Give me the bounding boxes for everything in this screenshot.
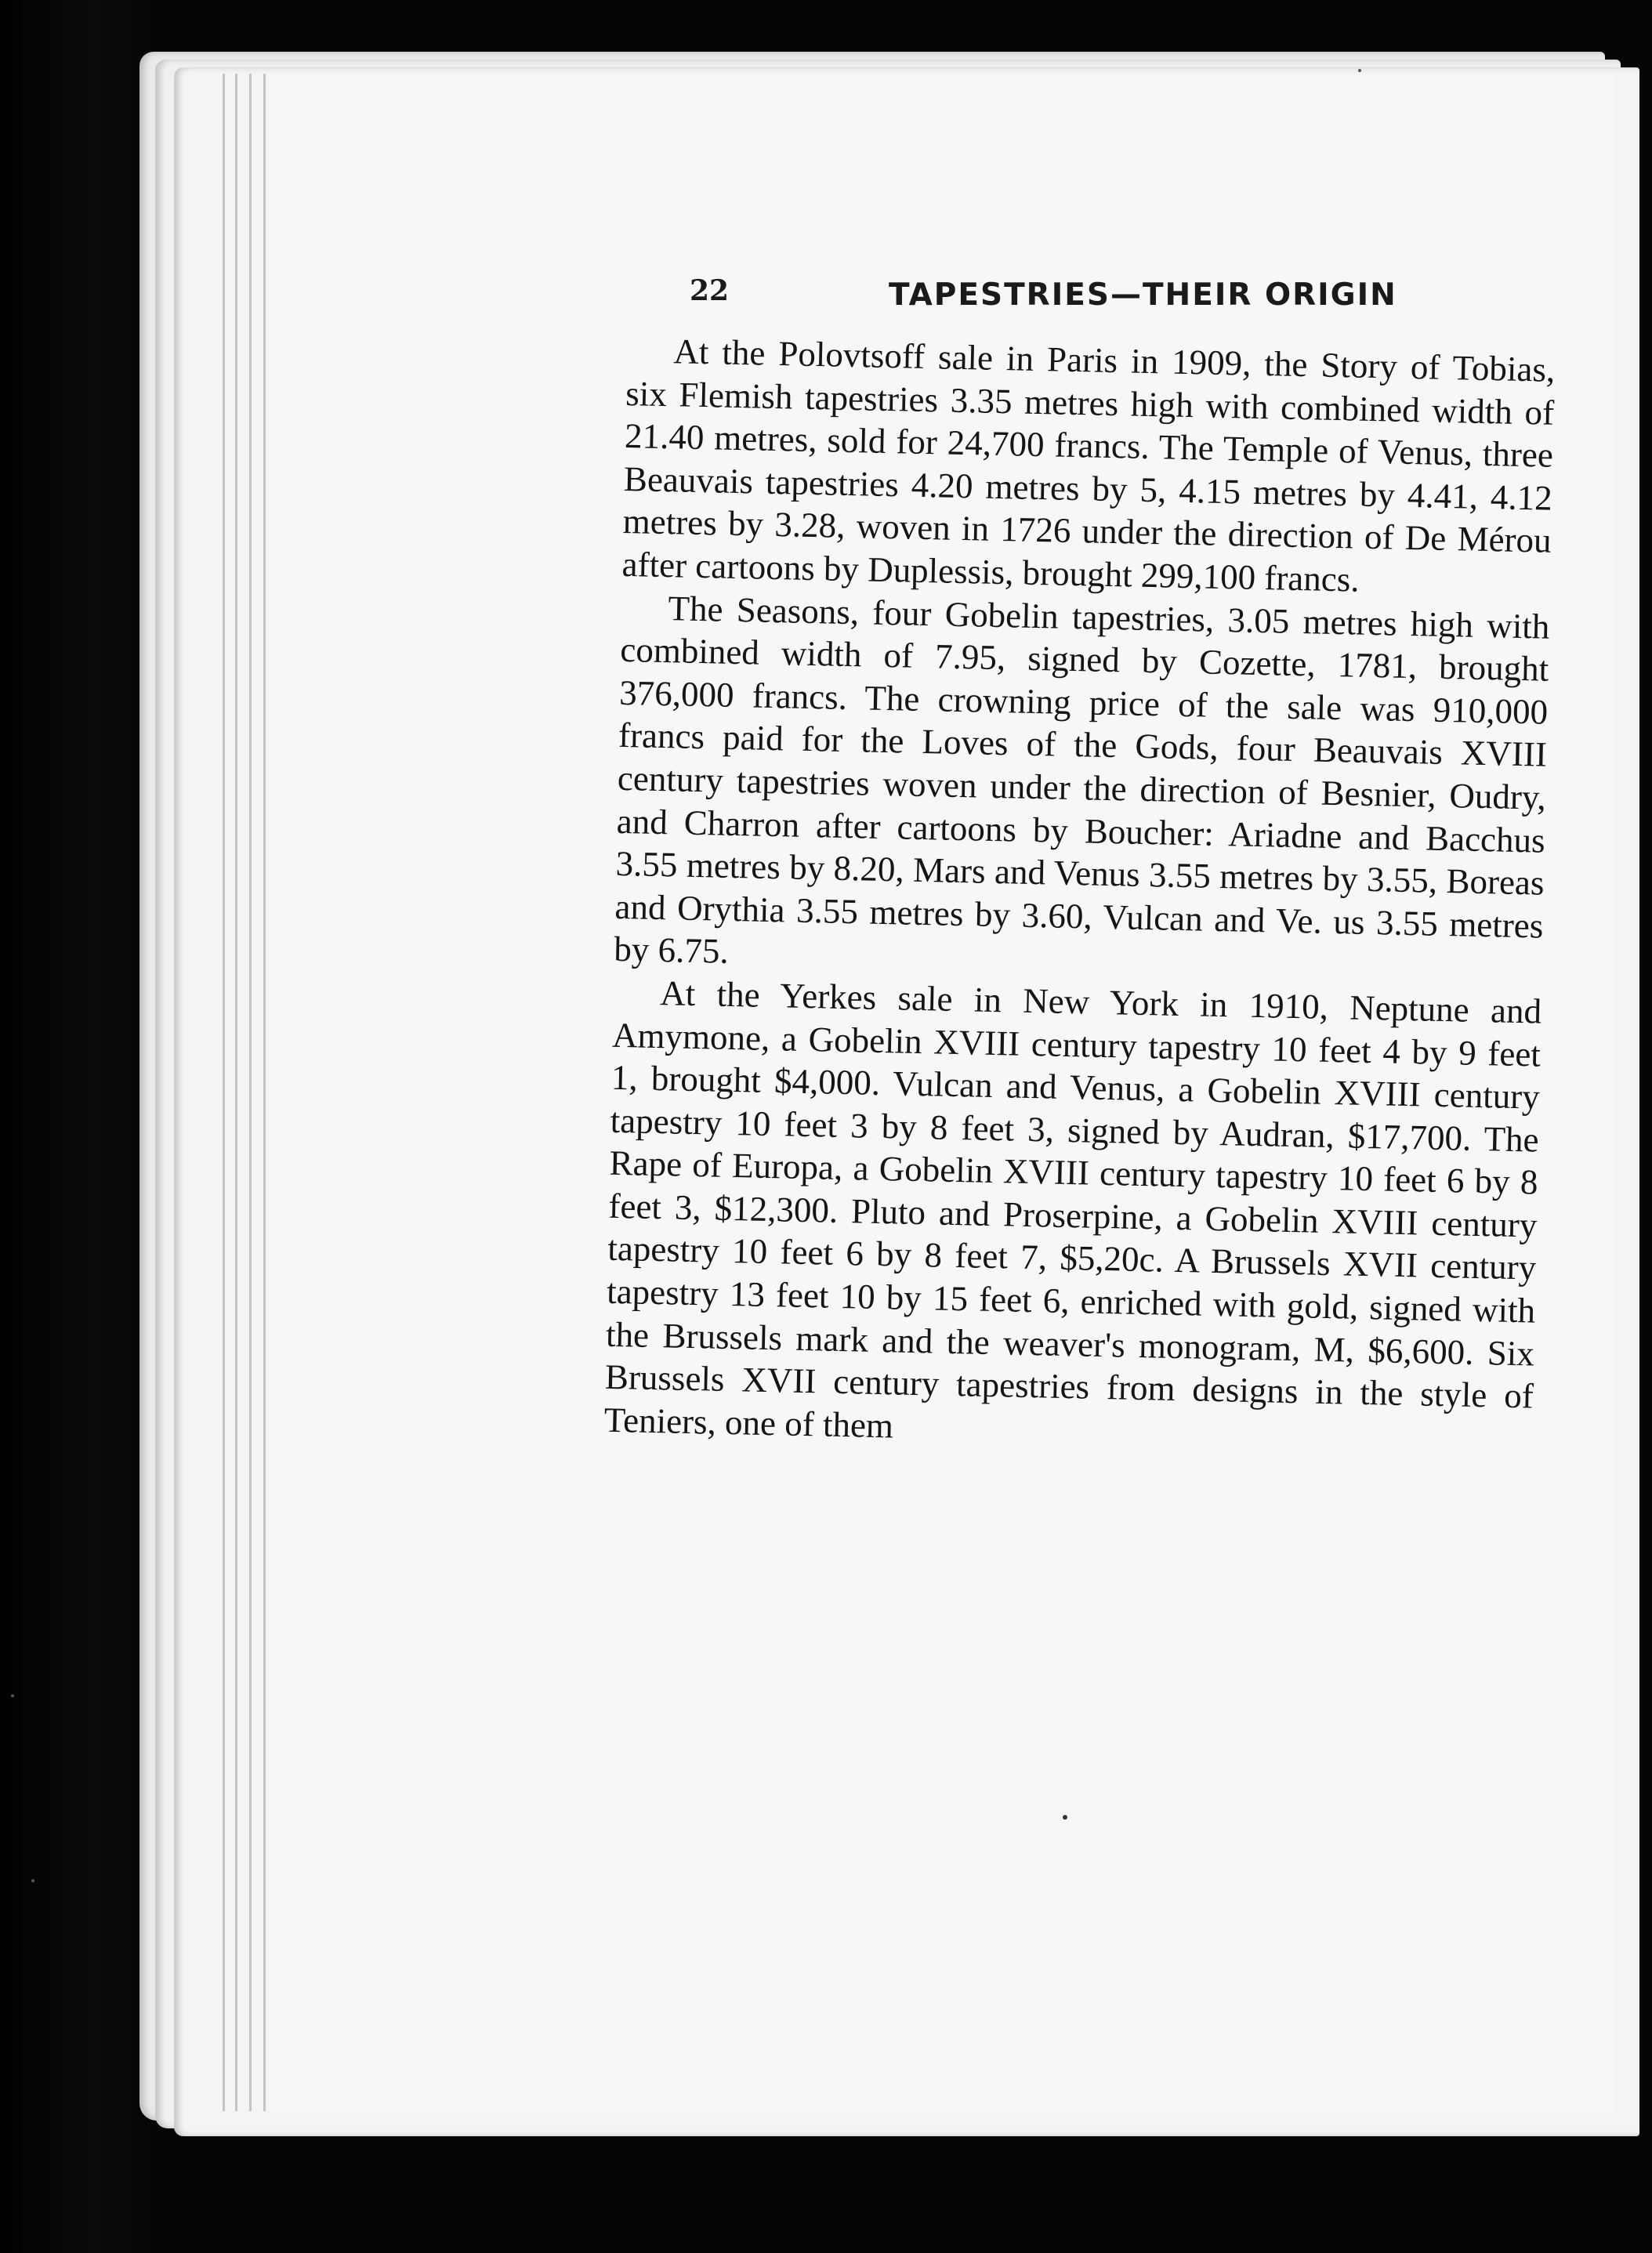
running-head: TAPESTRIES—THEIR ORIGIN xyxy=(889,277,1397,313)
ink-speck xyxy=(31,1879,34,1882)
page-edge-line xyxy=(263,74,266,2111)
ink-speck xyxy=(1063,1815,1067,1820)
paragraph-seasons: The Seasons, four Gobelin tapestries, 3.05 metres high with combined width of 7.95, signed by Cozette, 1781, brought 376,000 francs. The crowning price of the sale was 910,000 francs paid for the Loves of the Gods, four Beauvais XVIII century tapestries woven under the direction of Besnier, Oudry, and Charron after cartoons by Boucher: Ariadne and Bacchus 3.55 metres by 8.20, Mars and Venus 3.55 metres by 3.55, Boreas and Orythia 3.55 metres by 3.60, Vulcan and Ve. us 3.55 metres by 6.75. xyxy=(613,588,1550,972)
page-edge-line xyxy=(249,74,252,2111)
paragraph-polovtsoff-sale: At the Polovtsoff sale in Paris in 1909, the Story of Tobias, six Flemish tapestries 3.35 metres high with combined width of 21.40 metres, sold for 24,700 francs. The Temple of Venus, three Beauvais tapestries 4.20 metres by 5, 4.15 metres by 4.41, 4.12 metres by 3.28, woven in 1726 under the direction of De Mérou after cartoons by Duplessis, brought 299,100 francs. xyxy=(621,331,1556,599)
page-edge-line xyxy=(235,74,237,2111)
body-text xyxy=(603,329,1555,1461)
paragraph-yerkes-sale: At the Yerkes sale in New York in 1910, Neptune and Amymone, a Gobelin XVIII century tapestry 10 feet 4 by 9 feet 1, brought $4,000. Vulcan and Venus, a Gobelin XVIII century tapestry 10 feet 3 by 8 feet 3, signed by Audran, $17,700. The Rape of Europa, a Gobelin XVIII century tapestry 10 feet 6 by 8 feet 3, $12,300. Pluto and Proserpine, a Gobelin XVIII century tapestry 10 feet 6 by 8 feet 7, $5,20c. A Brussels XVII century tapestry 13 feet 10 by 15 feet 6, enriched with gold, signed with the Brussels mark and the weaver's monogram, M, $6,600. Six Brussels XVII century tapestries from designs in the style of Teniers, one of them xyxy=(603,973,1542,1446)
page-edge-line xyxy=(223,74,225,2111)
page-header xyxy=(690,274,1591,321)
page-number: 22 xyxy=(690,274,730,307)
ink-speck xyxy=(11,1694,14,1697)
ink-speck xyxy=(1358,69,1361,72)
